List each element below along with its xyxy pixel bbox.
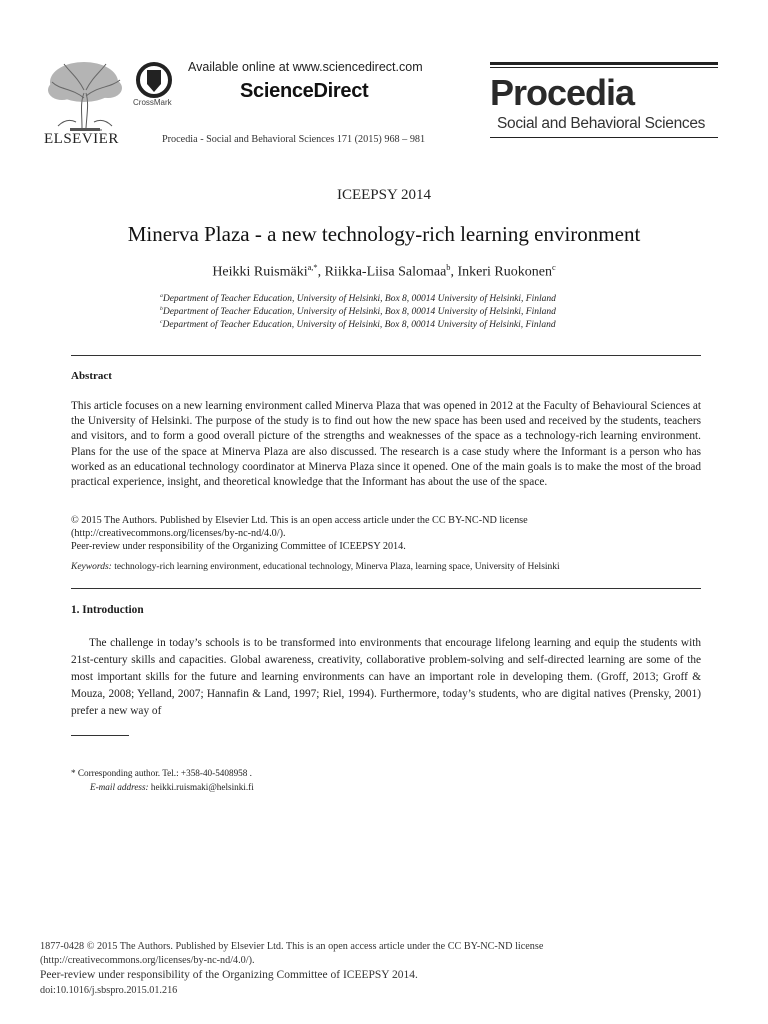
corresponding-author: * Corresponding author. Tel.: +358-40-5408958 . [71,768,252,778]
procedia-top-rule-thin [490,67,718,68]
abstract-top-rule [71,355,701,356]
introduction-heading: 1. Introduction [71,604,144,616]
journal-citation: Procedia - Social and Behavioral Sciences 171 (2015) 968 – 981 [162,134,426,145]
footer-doi[interactable]: doi:10.1016/j.sbspro.2015.01.216 [40,985,178,996]
procedia-logo: Procedia [490,72,635,113]
sciencedirect-logo[interactable]: ScienceDirect [240,80,369,102]
affiliation-sup: a [160,293,163,299]
email-address[interactable]: heikki.ruismaki@helsinki.fi [150,782,254,792]
conference-name: ICEEPSY 2014 [336,187,432,203]
author-sup: a,* [307,263,318,272]
crossmark-label: CrossMark [133,98,172,107]
affiliation-text: Department of Teacher Education, University of Helsinki, Box 8, 00014 University of Helsinki, Finland [162,320,556,331]
procedia-bottom-rule [490,137,718,138]
procedia-subtitle: Social and Behavioral Sciences [497,115,706,132]
license-block [71,514,711,553]
footer-license-link[interactable]: (http://creativecommons.org/licenses/by-nc-nd/4.0/). [40,955,255,966]
keywords-label: Keywords: [71,562,112,572]
author-list: Heikki Ruismäki$^{a,*}$, Riikka-Liisa Salomaa$^b$, Inkeri Ruokonen$^c$ [212,263,556,280]
affiliation-text: Department of Teacher Education, University of Helsinki, Box 8, 00014 University of Helsinki, Finland [162,307,556,318]
author-name: Inkeri Ruokonen [457,264,552,280]
license-link[interactable]: (http://creativecommons.org/licenses/by-nc-nd/4.0/). [71,528,286,539]
section-rule [71,588,701,589]
affiliation-sup: b [160,306,163,312]
affiliation [160,306,556,317]
email-label: E-mail address: [90,782,149,792]
abstract-text: This article focuses on a new learning environment called Minerva Plaza that was opened in 2012 at the Faculty of Behavioural Sciences at the University of Helsinki. The purpose of the study is to find out how the new space has been used and received by the students, teachers and visitors, and to form a good overall picture of the strengths and weaknesses of the space as a technology-rich learning environment. Plans for the use of the space at Minerva Plaza are also discussed. The research is a case study where the Informant is a person who has worked as an educational technology coordinator at Minerva Plaza since it opened. One of the main goals is to make the most of the broad practical experience, insight, and theoretical knowledge that the Informant has about the use of the space. [71,400,701,489]
email-line [90,782,254,792]
keywords-line [71,562,721,572]
author-sup: b [446,263,451,272]
procedia-top-rule [490,62,718,65]
affiliation [160,293,556,304]
license-line: © 2015 The Authors. Published by Elsevier Ltd. This is an open access article under the CC BY-NC-ND license [71,515,528,526]
affiliation-sup: c [160,319,163,325]
author-name: Riikka-Liisa Salomaa [324,264,447,280]
elsevier-wordmark: ELSEVIER [44,131,119,147]
author-name: Heikki Ruismäki [212,264,308,280]
footer-peer-review: Peer-review under responsibility of the Organizing Committee of ICEEPSY 2014. [40,969,418,981]
footer-issn-license: 1877-0428 © 2015 The Authors. Published by Elsevier Ltd. This is an open access article under the CC BY-NC-ND license [40,941,544,952]
footnote-rule [71,735,129,736]
introduction-text: The challenge in today’s schools is to be transformed into environments that encourage lifelong learning and equip the students with 21st-century skills and capacities. Global awareness, creativity, collaborative problem-solving and self-directed learning are some of the most important skills for the future and learning environments can have an important role in developing them. (Groff, 2013; Groff & Mouza, 2008; Yelland, 2007; Hannafin & Land, 1997; Riel, 1994). Furthermore, today’s students, who are digital natives (Prensky, 2001) prefer a new way of [71,637,701,717]
paper-title: Minerva Plaza - a new technology-rich learning environment [127,222,641,246]
keywords-text: technology-rich learning environment, educational technology, Minerva Plaza, learning space, University of Helsinki [114,562,560,572]
affiliation [160,319,556,330]
abstract-heading: Abstract [71,370,112,382]
available-online-text: Available online at www.sciencedirect.com [188,60,423,74]
author-sup: c [551,263,556,272]
affiliation-text: Department of Teacher Education, University of Helsinki, Box 8, 00014 University of Helsinki, Finland [162,294,556,305]
peer-review-line: Peer-review under responsibility of the Organizing Committee of ICEEPSY 2014. [71,541,406,552]
